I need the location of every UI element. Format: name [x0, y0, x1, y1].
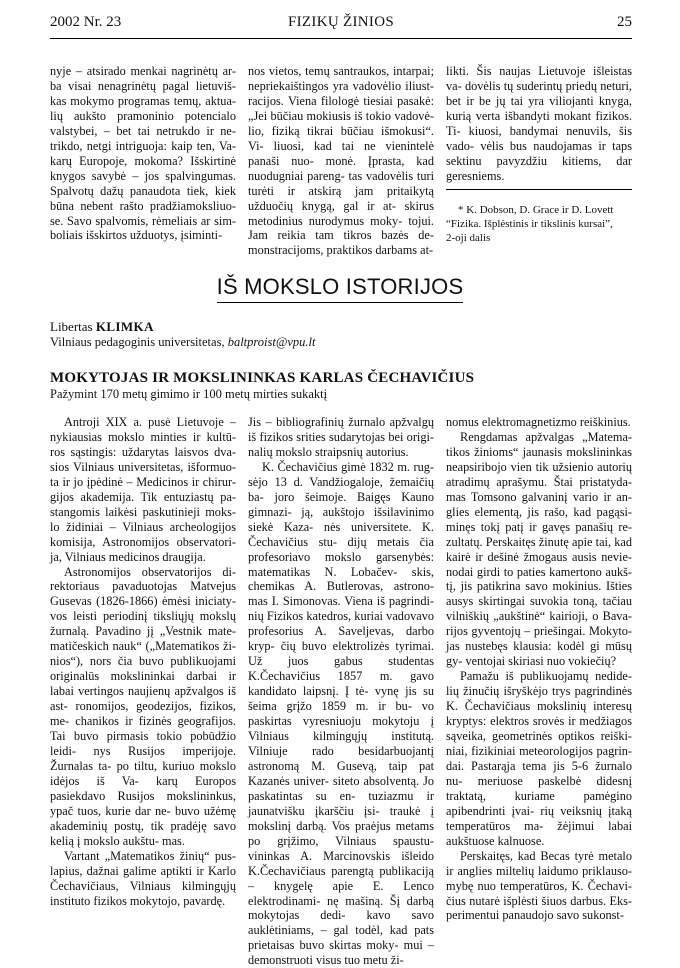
top-column-1: [50, 64, 236, 243]
text-line: nomus elektromagnetizmo reiškinius.: [446, 415, 631, 429]
text-line: pritaikytą užduočių knygą, gal ir at-: [248, 183, 434, 213]
text-line: racijos. Viena filologė tiesiai pasakė:: [248, 93, 434, 108]
text-line: lo židiniai – Vilniaus archeologijos: [50, 519, 236, 534]
text-line: po tiltu, kuriuo mokslo idėjos iš Va-: [50, 758, 236, 788]
paragraph: [446, 415, 632, 430]
text-line: vertingos naujienų apžvalgos iš ast-: [50, 684, 236, 714]
text-line: lių aukšto pramoninio potencialo: [50, 108, 236, 123]
article-title: MOKYTOJAS IR MOKSLININKAS KARLAS ČECHAVIČIUS: [50, 370, 475, 386]
text-line: 1857 m. gavo kandidato laipsnį. Į tė-: [248, 669, 434, 699]
text-line: žėjimui labai aukštuose kalnuose.: [446, 818, 632, 848]
text-line: nepriekaištingos yra vadovėlio iliust-: [248, 78, 434, 93]
text-line: Spalvotų dažų panaudota tiek, kiek: [50, 183, 236, 198]
text-line: ventojai skiriasi nuo vokiečių?: [465, 654, 617, 669]
author-last-name: KLIMKA: [95, 319, 154, 334]
text-line: ros sąstingis: uždarytas laisvos dva-: [50, 444, 236, 459]
text-line: vėlis bus naudojamas ir taps sektinu: [446, 138, 632, 168]
text-line: Vilniaus kilmingųjų institutą. Vilniuje: [248, 729, 434, 758]
text-line: knygelę apie E. Lenco elektrodinami-: [248, 878, 434, 908]
text-line: perimentui panaudojo savo sukonst-: [446, 908, 624, 923]
text-line: rado besidarbuojantį astronomą: [248, 743, 434, 773]
section-title: IŠ MOKSLO ISTORIJOS: [217, 274, 464, 303]
text-line: monstracijoms, praktikos darbams at-: [248, 243, 434, 258]
text-line: gijos akademija. Tik entuziastų pa-: [50, 489, 236, 504]
text-line: K. Čechavičius gimė 1832 m. rug-: [262, 459, 434, 474]
text-line: K. Čechavičiaus mokslinių interesų: [446, 699, 632, 714]
text-line: nos vietos, temų santraukos, intarpai;: [248, 64, 434, 78]
text-line: ausys skirtingai suvokia toną, tačiau: [446, 594, 632, 609]
paragraph: [446, 64, 632, 184]
text-line: jas nustebęs klausia: kodėl gi mūsų gy-: [446, 639, 632, 669]
text-line: tuziazmu ir jaunatvišku įkarščiu įsi-: [248, 788, 434, 818]
page-number: 25: [617, 14, 632, 30]
text-line: nodai girdi to paties kamertono aukš-: [446, 564, 632, 579]
body-column-1: [50, 415, 236, 908]
text-line: Jis – bibliografinių žurnalo apžvalgų: [248, 415, 434, 429]
text-line: mui – demonstruoti visus tuo metu ži-: [248, 938, 434, 968]
footnote-line: “Fizika. Išplėstinis ir tikslinis kursai”,: [446, 218, 613, 230]
text-line: kairė ir dešinė žmogaus ausis nevie-: [446, 549, 632, 564]
text-line: minęs tokį patį ir gavęs panašių re-: [446, 519, 632, 534]
author-affiliation-line: [50, 335, 315, 350]
text-line: pradėję savo kelią į mokslo aukštu-: [50, 818, 237, 848]
text-line: „Jei būčiau mokiusis iš tokio vadovė-: [248, 108, 434, 123]
text-line: niai, fizikiniai meteorologijos pagrin-: [446, 743, 632, 758]
section-heading: [0, 274, 680, 303]
text-line: mas.: [162, 833, 185, 848]
running-header: [50, 14, 632, 36]
text-line: zultatų. Perskaitęs žinutę apie tai, kad: [446, 534, 632, 549]
text-line: glies elementą, jis rašo, kad pagąsi-: [446, 504, 632, 519]
paragraph: [50, 849, 236, 909]
text-line: buvo užėmę akademinių postų, tik: [50, 803, 236, 833]
text-line: Antroji XIX a. pusė Lietuvoje –: [64, 415, 236, 429]
text-line: rijos gyventojų – priešingai. Mokyto-: [446, 624, 632, 639]
text-line: nalių mokslo straipsnių autorius.: [248, 444, 409, 459]
text-line: ba visai nenagrinėtų pagal lietuviš-: [50, 78, 236, 93]
text-line: se. Savo spalvomis, rėmeliais ar sim-: [50, 213, 236, 228]
text-line: lio, fiziką tikrai būčiau išmokusi“. Vi-: [248, 123, 434, 153]
text-line: tojui. Jam reikia tam tikros bazės de-: [248, 213, 434, 243]
text-line: meriuose paskelbė didesnį traktatą,: [446, 773, 632, 803]
text-line: nykiausias mokslo minties ir kultū-: [50, 429, 236, 444]
header-rule: [50, 38, 632, 39]
footnote-line: * K. Dobson, D. Grace ir D. Lovett: [458, 204, 614, 216]
text-line: Astronomijos observatorijos di-: [64, 564, 236, 579]
text-line: rių veiksnių įtaką temperatūros ma-: [446, 803, 632, 833]
text-line: Pamažu iš publikuojamų nedide-: [460, 669, 632, 684]
text-line: K.Čechavičiaus parengtą publikaciją –: [248, 863, 434, 893]
text-line: ja, Vilniaus medicinos draugija.: [50, 549, 206, 564]
text-line: čius nutarė išplėsti šiuos darbus. Eks-: [446, 893, 632, 908]
article-subtitle: Pažymint 170 metų gimimo ir 100 metų mirties sukaktį: [50, 387, 328, 401]
footnote-rule: [446, 189, 632, 190]
text-line: atradimų aprašymu. Štai pristatyda-: [446, 474, 632, 489]
affiliation: Vilniaus pedagoginis universitetas,: [50, 335, 225, 349]
text-line: komisija, Astronomijos observatori-: [50, 534, 236, 549]
text-line: žurnalą. Pavadino jį „Vestnik mate-: [50, 624, 236, 639]
text-line: kas mokymo programas temų, aktua-: [50, 93, 236, 108]
footnote: [446, 203, 632, 245]
text-line: Gusevas (1826-1866) ėmėsi iniciaty-: [50, 594, 236, 609]
text-line: garsenybės: matematikas N. Lobačev-: [248, 549, 435, 579]
text-line: ta ir jo įpėdinė – Medicinos ir chirur-: [50, 474, 236, 489]
text-line: kryptys: elektros srovės ir medžiagos: [446, 714, 632, 729]
text-line: kuriame pamėgino apibendrinti įvai-: [446, 788, 633, 818]
text-line: lių žinučių išryškėjo trys pagrindinės: [446, 684, 632, 699]
text-line: karų Europoje, mokoma? Išskirtinė: [50, 153, 236, 168]
paragraph: [446, 669, 632, 848]
text-line: buvo pirmasis tokio pobūdžio leidi-: [50, 729, 237, 758]
text-line: metams po grįžimo, Vilniaus spaustu-: [248, 818, 434, 848]
text-line: Perskaitęs, kad Becas tyrė metalo: [460, 848, 632, 863]
text-line: ir anglies miltelių laidumo priklauso-: [446, 863, 632, 878]
paragraph: [446, 849, 632, 924]
text-line: mokslininkus, ypač tuos, kurie dar ne-: [50, 788, 237, 818]
author-first-name: Libertas: [50, 319, 93, 334]
text-line: iš fizikos srities sudarytojas bei origi-: [248, 429, 434, 444]
text-line: instituto fizikos mokytojo, pavardę.: [50, 893, 226, 908]
text-line: nę mašiną. Šį darbą mokytojas dedi-: [248, 893, 434, 923]
text-line: sąveika, geometrinės optikos reiški-: [446, 729, 632, 744]
text-line: traukė į mokslinį darbą. Vos praėjus: [248, 803, 435, 833]
text-line: sios Vilniaus universitetas, išformuo-: [50, 459, 236, 474]
text-line: skirus metodinius nurodymus moky-: [248, 198, 434, 228]
author-email: baltproist@vpu.lt: [227, 335, 316, 349]
text-line: nyje – atsirado menkai nagrinėtų ar-: [50, 64, 236, 78]
top-column-2: [248, 64, 434, 258]
text-line: nios“), nors čia buvo publikuojami: [50, 654, 236, 669]
text-line: monė. Įprasta, kad nuodugniai pareng-: [248, 153, 434, 183]
text-line: likti. Šis naujas Lietuvoje išleistas va-: [446, 64, 632, 93]
body-column-3: [446, 415, 632, 923]
text-line: kad pats prietaisas buvo skirtas moky-: [248, 923, 435, 953]
text-line: siteto absolventą. Jo paskatintas su en-: [248, 773, 435, 803]
journal-name: FIZIKŲ ŽINIOS: [288, 14, 394, 30]
body-column-2: [248, 415, 434, 968]
text-line: trikdo, netgi intriguoja: kaip ten, Va-: [50, 138, 236, 153]
text-line: ronomijos, geodezijos, fizikos, me-: [50, 699, 236, 729]
text-line: gabus studentas K.Čechavičius: [248, 654, 435, 684]
text-line: joro šeimoje. Baigęs Kauno gimnazi-: [248, 489, 434, 519]
text-line: vininkas A. Marcinovskis išleido: [248, 848, 434, 863]
text-line: stangomis laikėsi paskutinieji moks-: [50, 504, 236, 519]
text-line: rektoriaus pavaduotojas Matvejus: [50, 579, 236, 594]
text-line: mas Tomsono galvaninį vario ir an-: [446, 489, 632, 504]
paragraph: [446, 430, 632, 669]
text-line: sėjo 13 d. Vandžiogaloje, žemaičių ba-: [248, 474, 434, 504]
text-line: dai. Pastarąja tema jis 5-6 žurnalo nu-: [446, 758, 632, 788]
text-line: valstybei, – bet tai netrukdo ir ne-: [50, 123, 236, 138]
text-line: dovėlis tų suderintų priedų neturi, bet: [446, 78, 633, 108]
text-line: verta išbandyti mokant fizikos. Ti-: [446, 108, 632, 138]
text-line: karų Europos pasiekdavo Rusijos: [50, 773, 236, 803]
text-line: Rengdamas apžvalgas „Matema-: [460, 429, 632, 444]
text-line: vynę jis su šeima grįžo 1859 m. ir bu-: [248, 684, 434, 714]
text-line: Vartant „Matematikos žinių“ pus-: [64, 848, 236, 863]
text-line: nys Rusijos imperijoje. Žurnalas ta-: [50, 743, 236, 773]
text-line: tikos žinioms“ jaunasis mokslininkas: [446, 444, 632, 459]
text-line: nės universitete. K. Čechavičius stu-: [248, 519, 434, 549]
footnote-line: 2-oji dalis: [446, 232, 491, 244]
text-line: kiuosi, bandymai nenuvils, šis vado-: [446, 123, 632, 153]
text-line: matičeskich nauk“ („Matematikos ži-: [50, 639, 236, 654]
paragraph: [50, 565, 236, 849]
paragraph: [50, 415, 236, 565]
text-line: vilniškių „aukštinė“ kairioji, o Bava-: [446, 609, 632, 624]
top-column-3: [446, 64, 632, 184]
text-line: liuosi, kad tai ne vienintelė panaši nuo-: [248, 138, 435, 168]
text-line: nių Fizikos katedros, kuriai vadovavo: [248, 609, 434, 624]
text-line: mas I. Simonovas. Viena iš pagrindi-: [248, 594, 434, 609]
text-line: pavyzdžiu kitiems, dar geresniems.: [446, 153, 632, 183]
text-line: dijų metais čia profesoriavo mokslo: [248, 534, 434, 564]
text-line: skis, chemikas A. Butlerovas, astrono-: [248, 564, 434, 594]
text-line: originalūs mokslininkai darbai ir labai: [50, 669, 236, 699]
paragraph: [248, 415, 434, 460]
text-line: ją, aukštojo išsilavinimo siekė Kaza-: [248, 504, 434, 534]
text-line: mybę nuo temperatūros, K. Čechavi-: [446, 878, 632, 893]
text-line: M. Gusevą, taip pat Kazanės univer-: [248, 758, 434, 788]
text-line: Čechavičiaus, Vilniaus kilmingųjų: [50, 878, 236, 893]
text-line: vo paskirtas vyresniuoju mokytoju į: [248, 699, 434, 729]
text-line: knygos savybė – jos spalvingumas.: [50, 168, 236, 183]
paragraph: [248, 64, 434, 258]
text-line: kavo savo auklėtiniams, – gal todėl,: [248, 908, 434, 938]
text-line: tas vadovėlis turi turėti ir atskirą jam: [248, 168, 434, 198]
text-line: ir be jų tai yra viliojanti knyga, kurią: [446, 93, 633, 123]
text-line: neapsiribojo vien tik užsienio autorių: [446, 459, 632, 474]
text-line: profesorius A. Saveljevas, darbo kryp-: [248, 624, 434, 654]
author-line: [50, 319, 154, 335]
text-line: lapius, dažnai galime aptikti ir Karlo: [50, 863, 236, 878]
paragraph: [50, 64, 236, 243]
text-line: chanikos ir fizinės geografijos. Tai: [50, 714, 236, 744]
text-line: vos leisti periodinį tiksliųjų mokslų: [50, 609, 236, 624]
text-line: čių buvo elektrolizės tyrimai. Už juos: [248, 639, 434, 669]
text-line: būna nebent rašto pradžiamoksliuo-: [50, 198, 236, 213]
issue-label: 2002 Nr. 23: [50, 14, 122, 30]
text-line: tį, jis patikrina savo mokinius. Išties: [446, 579, 632, 594]
paragraph: [248, 460, 434, 968]
text-line: boliais išskirtos užduotys, įsiminti-: [50, 228, 223, 243]
